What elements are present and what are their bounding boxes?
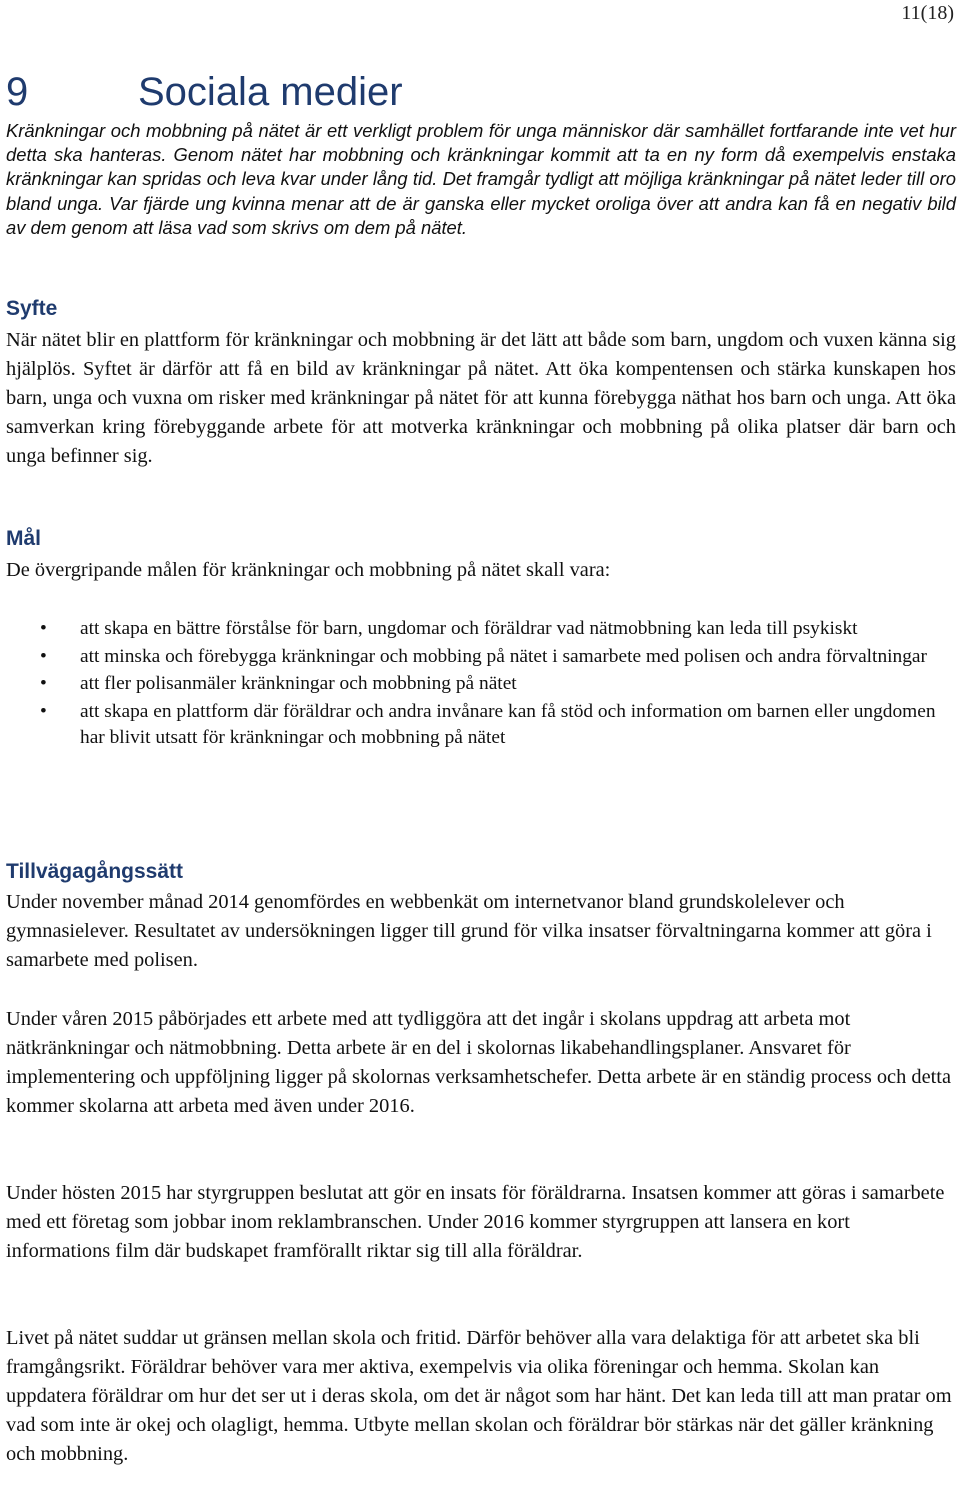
chapter-heading [6, 70, 403, 115]
method-paragraph-3: Under hösten 2015 har styrgruppen beslutat att gör en insats för föräldrarna. Insatsen kommer att göras i samarbete med ett företag som jobbar inom reklambranschen. Under 2016 kommer styrgruppen att lansera en kort informations film där budskapet framförallt riktar sig till alla föräldrar. [6, 1182, 945, 1262]
list-item-text: att skapa en bättre förstålse för barn, ungdomar och föräldrar vad nätmobbning kan leda till psykiskt [80, 618, 858, 639]
list-item [0, 644, 940, 671]
list-item-text: att minska och förebygga kränkningar och mobbing på nätet i samarbete med polisen och andra förvaltningar [80, 645, 927, 667]
chapter-number: 9 [6, 70, 29, 114]
syfte-paragraph: När nätet blir en plattform för kränkningar och mobbning är det lätt att både som barn, ungdom och vuxen känna sig hjälplös. Syftet är därför att få en bild av kränkningar på nätet. Att öka kompentensen och stärka kunskapen hos barn, unga och vuxna om risker med kränkningar på nätet för att kunna förebygga näthat hos barn och unga. Att öka samverkan kring förebyggande arbete för att motverka kränkningar och mobbning på olika platser där barn och unga befinner sig. [6, 329, 956, 467]
list-item [0, 616, 940, 643]
bullet-icon: • [40, 618, 47, 639]
list-item-text: att fler polisanmäler kränkningar och mobbning på nätet [80, 673, 517, 694]
section-heading-syfte: Syfte [6, 297, 58, 320]
list-item-text: att skapa en plattform där föräldrar och andra invånare kan få stöd och information om barnen eller ungdomen har blivit utsatt för kränkningar och mobbning på nätet [80, 700, 936, 748]
bullet-icon: • [40, 645, 47, 667]
mal-intro: De övergripande målen för kränkningar och mobbning på nätet skall vara: [6, 559, 611, 581]
method-paragraph-4: Livet på nätet suddar ut gränsen mellan skola och fritid. Därför behöver alla vara delaktiga för att arbetet ska bli framgångsrikt. Föräldrar behöver vara mer aktiva, exempelvis via olika föreningar och hemma. Skolan kan uppdatera föräldrar om hur det ser ut i deras skola, om det är något som har hänt. Det kan leda till att man pratar om vad som inte är okej och olagligt, hemma. Utbyte mellan skolan och föräldrar bör stärkas när det gäller kränkning och mobbning. [6, 1327, 952, 1465]
intro-paragraph: Kränkningar och mobbning på nätet är ett verkligt problem för unga människor där samhället fortfarande inte vet hur detta ska hanteras. Genom nätet har mobbning och kränkningar kommit att ta en ny form då exempelvis enstaka kränkningar kan spridas och leva kvar under lång tid. Det framgår tydligt att möjliga kränkningar på nätet leder till oro bland unga. Var fjärde ung kvinna menar att de är ganska eller mycket oroliga över att andra kan få en negativ bild av dem genom att läsa vad som skrivs om dem på nätet. [6, 120, 956, 238]
chapter-title: Sociala medier [138, 70, 403, 114]
bullet-icon: • [40, 673, 47, 694]
list-item [0, 699, 940, 752]
bullet-icon: • [40, 700, 47, 722]
goals-list [0, 616, 940, 753]
page-number: 11(18) [901, 2, 954, 24]
section-heading-mal: Mål [6, 527, 42, 550]
section-heading-tillvagagangssatt: Tillvägagångssätt [6, 860, 184, 883]
method-paragraph-2: Under våren 2015 påbörjades ett arbete med att tydliggöra att det ingår i skolans uppdrag att arbeta mot nätkränkningar och nätmobbning. Detta arbete är en del i skolornas likabehandlingsplaner. Ansvaret för implementering och uppföljning ligger på skolornas verksamhetschefer. Detta arbete är en ständig process och detta kommer skolarna att arbeta med även under 2016. [6, 1008, 952, 1117]
method-paragraph-1: Under november månad 2014 genomfördes en webbenkät om internetvanor bland grundskolelever och gymnasielever. Resultatet av undersökningen ligger till grund för vilka insatser förvaltningarna kommer att göra i samarbete med polisen. [6, 891, 932, 971]
list-item [0, 671, 940, 698]
